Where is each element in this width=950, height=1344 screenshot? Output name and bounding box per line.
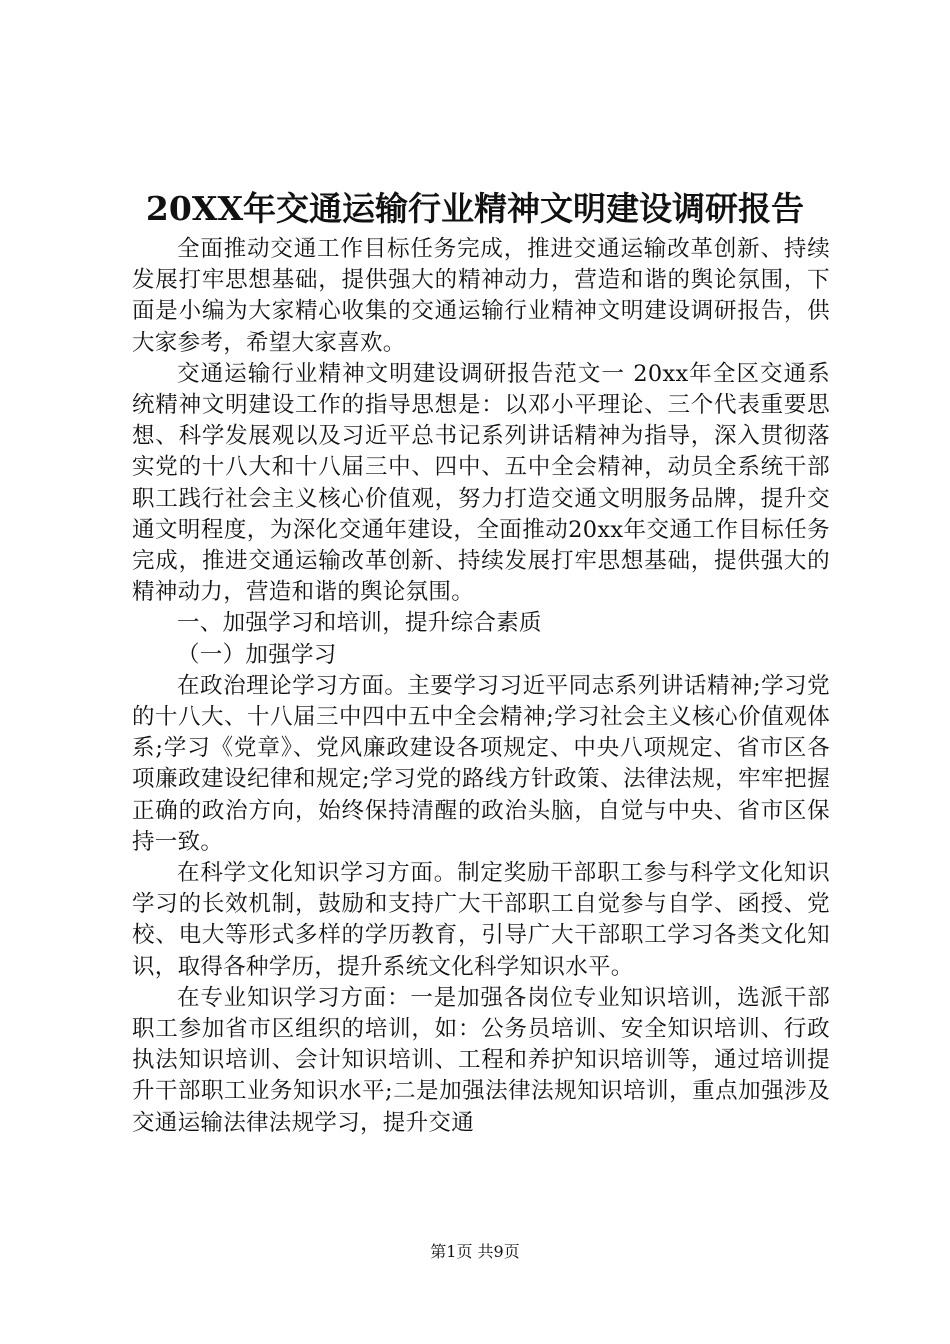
document-title: 20XX年交通运输行业精神文明建设调研报告 [145,189,805,228]
paragraph-political-study: 在政治理论学习方面。主要学习习近平同志系列讲话精神;学习党的十八大、十八届三中四中五中全会精神;学习社会主义核心价值观体系;学习《党章》、党风廉政建设各项规定、中央八项规定、省市区各项廉政建设纪律和规定;学习党的路线方针政策、法律法规，牢牢把握正确的政治方向，始终保持清醒的政治头脑，自觉与中央、省市区保持一致。 [132,672,830,855]
document-body [132,234,830,1139]
page-number-footer: 第1页 共9页 [430,1242,520,1261]
paragraph-intro: 全面推动交通工作目标任务完成，推进交通运输改革创新、持续发展打牢思想基础，提供强大的精神动力，营造和谐的舆论氛围，下面是小编为大家精心收集的交通运输行业精神文明建设调研报告，供大家参考，希望大家喜欢。 [132,236,830,356]
paragraph-culture-study: 在科学文化知识学习方面。制定奖励干部职工参与科学文化知识学习的长效机制，鼓励和支持广大干部职工自觉参与自学、函授、党校、电大等形式多样的学历教育，引导广大干部职工学习各类文化知识，取得各种学历，提升系统文化科学知识水平。 [132,860,830,980]
paragraph-professional-study: 在专业知识学习方面：一是加强各岗位专业知识培训，选派干部职工参加省市区组织的培训，如：公务员培训、安全知识培训、行政执法知识培训、会计知识培训、工程和养护知识培训等，通过培训提升干部职工业务知识水平;二是加强法律法规知识培训，重点加强涉及交通运输法律法规学习，提升交通 [132,984,830,1136]
section-heading-1: 一、加强学习和培训，提升综合素质 [177,610,542,637]
subsection-heading-1: （一）加强学习 [177,641,337,668]
paragraph-guiding-thought: 交通运输行业精神文明建设调研报告范文一 20xx年全区交通系统精神文明建设工作的指导思想是：以邓小平理论、三个代表重要思想、科学发展观以及习近平总书记系列讲话精神为指导，深入贯彻落实党的十八大和十八届三中、四中、五中全会精神，动员全系统干部职工践行社会主义核心价值观，努力打造交通文明服务品牌，提升交通文明程度，为深化交通年建设，全面推动20xx年交通工作目标任务完成，推进交通运输改革创新、持续发展打牢思想基础，提供强大的精神动力，营造和谐的舆论氛围。 [132,360,830,606]
